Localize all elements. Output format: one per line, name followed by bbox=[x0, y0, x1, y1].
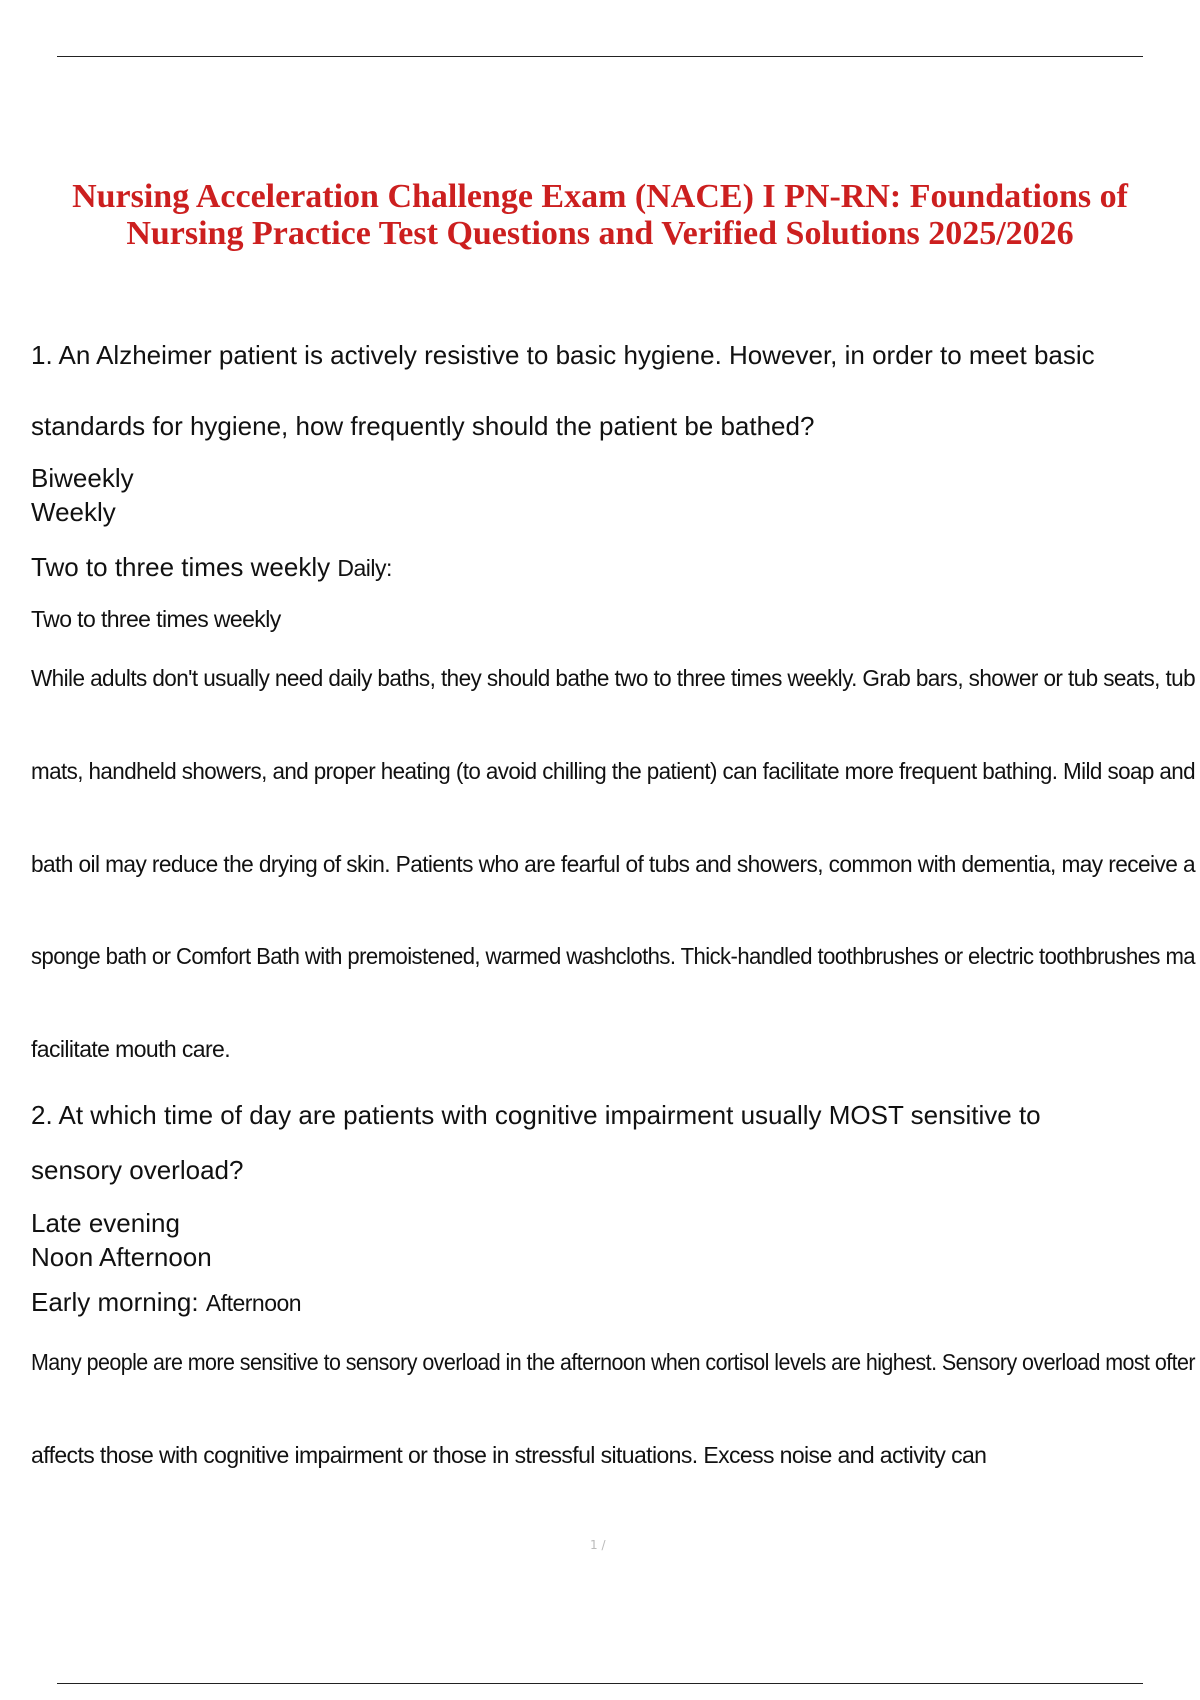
question-1-stem-text-1: An Alzheimer patient is actively resistive to basic hygiene. However, in order to meet basic bbox=[58, 340, 1095, 370]
question-1-explanation-line: While adults don't usually need daily baths, they should bathe two to three times weekly. Grab bars, shower or tub seats, tub bbox=[31, 665, 1196, 691]
question-2-option: Noon Afternoon bbox=[31, 1242, 212, 1272]
question-2-explanation-line: affects those with cognitive impairment or those in stressful situations. Excess noise and activity can bbox=[31, 1442, 987, 1468]
question-1-explanation-line: facilitate mouth care. bbox=[31, 1036, 231, 1062]
question-1-stem-line-1 bbox=[31, 340, 1095, 371]
question-1-option: Daily: bbox=[337, 555, 392, 581]
question-2-number: 2. bbox=[31, 1100, 53, 1130]
title-line-2: Nursing Practice Test Questions and Verified Solutions 2025/2026 bbox=[126, 215, 1074, 252]
title-line-1: Nursing Acceleration Challenge Exam (NACE) I PN-RN: Foundations of bbox=[72, 178, 1128, 215]
question-1-answer: Two to three times weekly bbox=[31, 606, 281, 632]
bottom-divider bbox=[57, 1683, 1143, 1684]
page-number: 1 / bbox=[590, 1538, 606, 1552]
question-2-option: Late evening bbox=[31, 1208, 180, 1238]
question-2-explanation-line: Many people are more sensitive to sensory overload in the afternoon when cortisol levels are highest. Sensory overload most ofter bbox=[31, 1349, 1195, 1375]
question-1-option: Biweekly bbox=[31, 463, 134, 493]
question-2-stem-line-1 bbox=[31, 1100, 1041, 1131]
question-1-explanation-line: mats, handheld showers, and proper heating (to avoid chilling the patient) can facilitate more frequent bathing. Mild soap and bbox=[31, 758, 1196, 784]
question-1-number: 1. bbox=[31, 340, 53, 370]
question-2-stem-line-2: sensory overload? bbox=[31, 1155, 244, 1185]
question-1-option: Two to three times weekly bbox=[31, 552, 331, 582]
question-1-explanation-line: sponge bath or Comfort Bath with premoistened, warmed washcloths. Thick-handled toothbrushes or electric toothbrushes ma bbox=[31, 943, 1196, 969]
question-2-option-row bbox=[31, 1285, 301, 1320]
top-divider bbox=[57, 56, 1143, 57]
question-1-stem-line-2: standards for hygiene, how frequently should the patient be bathed? bbox=[31, 411, 815, 441]
question-1-option-row bbox=[31, 550, 392, 585]
question-2-stem-text-1: At which time of day are patients with cognitive impairment usually MOST sensitive to bbox=[58, 1100, 1041, 1130]
question-2-answer: Afternoon bbox=[205, 1290, 302, 1316]
question-1-explanation-line: bath oil may reduce the drying of skin. Patients who are fearful of tubs and showers, common with dementia, may receive a bbox=[31, 851, 1195, 877]
question-2-option: Early morning: bbox=[31, 1287, 199, 1317]
document-title bbox=[40, 178, 1160, 252]
question-1-option: Weekly bbox=[31, 497, 116, 527]
